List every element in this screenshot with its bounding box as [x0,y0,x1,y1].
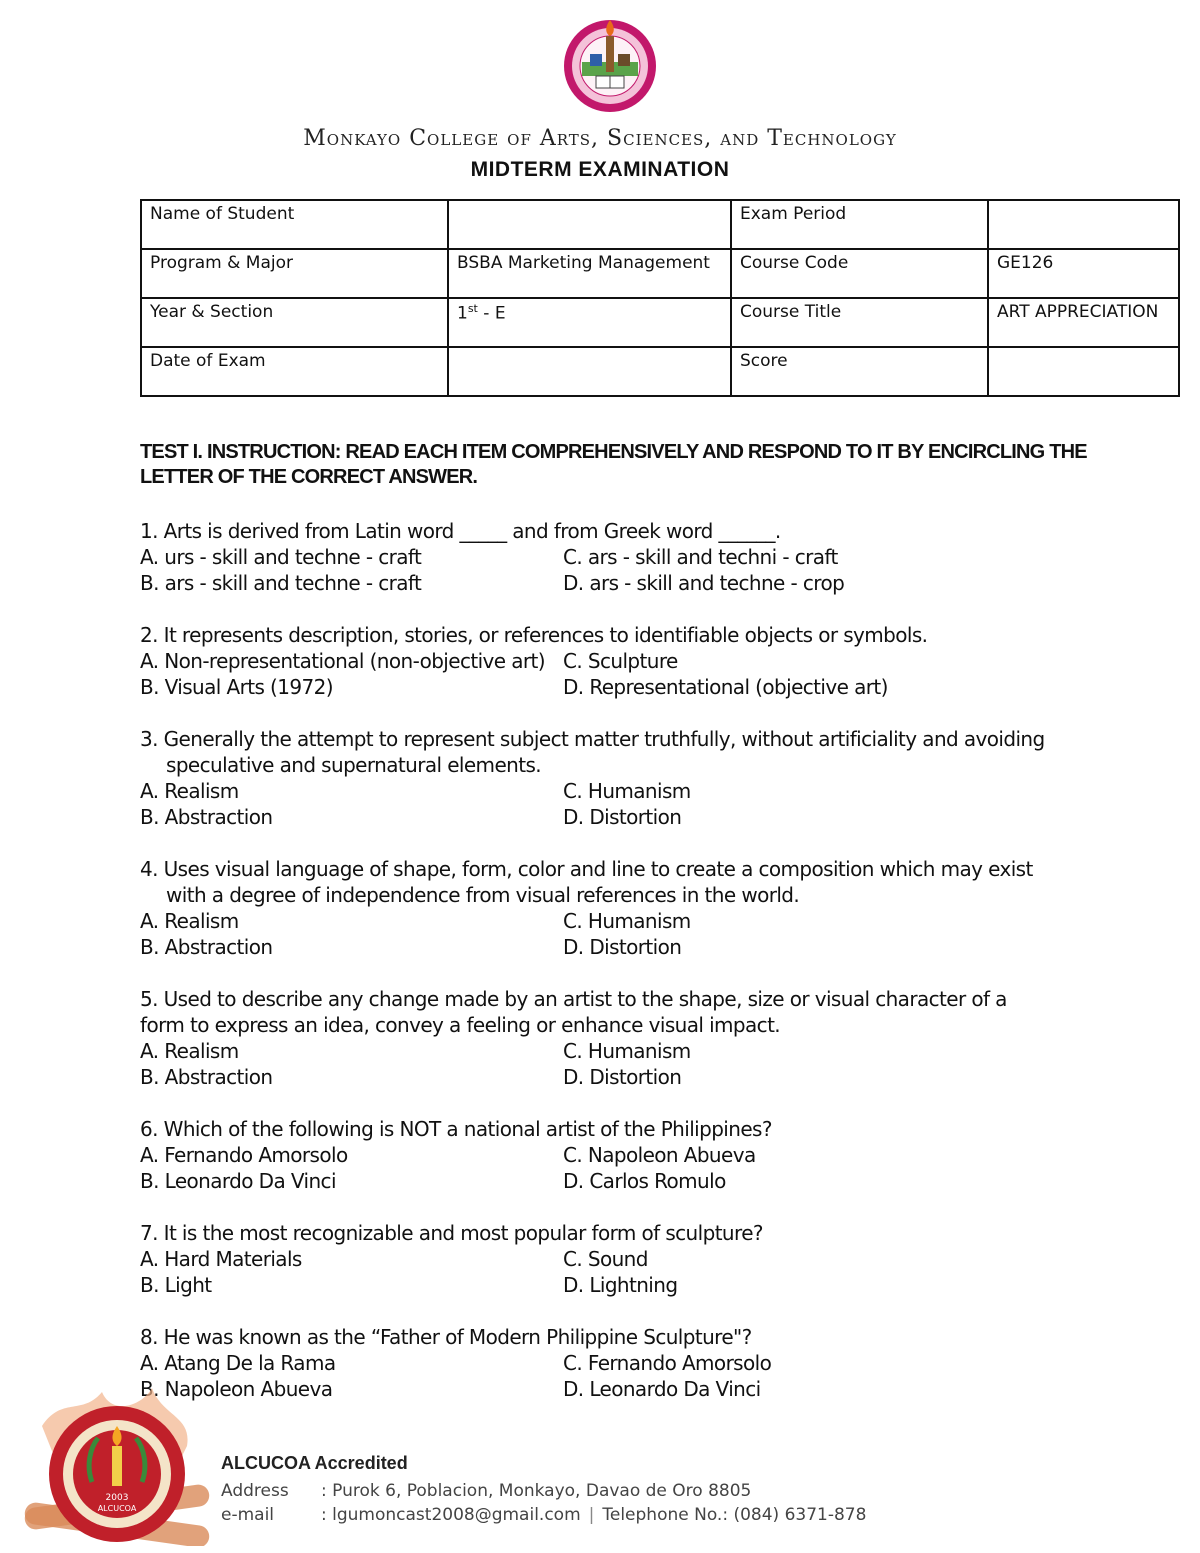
option-b: B. ars - skill and techne - craft [140,571,422,595]
option-a: A. Realism [140,909,239,933]
option-a: A. urs - skill and techne - craft [140,545,422,569]
option-d: D. Leonardo Da Vinci [563,1377,761,1401]
badge-name: ALCUCOA [97,1504,137,1513]
question-5 [140,986,1080,1090]
year-section-label: Year & Section [141,298,448,347]
option-b: B. Light [140,1273,212,1297]
question-stem: 8. He was known as the “Father of Modern Philippine Sculpture"? [140,1325,752,1349]
score-value [988,347,1179,396]
option-a: A. Hard Materials [140,1247,302,1271]
option-a: A. Realism [140,1039,239,1063]
question-stem: 5. Used to describe any change made by an artist to the shape, size or visual character of a [140,987,1007,1011]
option-b: B. Visual Arts (1972) [140,675,333,699]
option-a: A. Atang De la Rama [140,1351,336,1375]
program-major-value: BSBA Marketing Management [448,249,731,298]
question-stem: 7. It is the most recognizable and most popular form of sculpture? [140,1221,763,1245]
option-c: C. ars - skill and techni - craft [563,545,838,569]
course-code-label: Course Code [731,249,988,298]
option-d: D. Carlos Romulo [563,1169,726,1193]
question-3 [140,726,1080,830]
question-7 [140,1220,1080,1298]
course-code-value: GE126 [988,249,1179,298]
question-list [140,518,1080,1428]
question-stem: 2. It represents description, stories, or references to identifiable objects or symbols. [140,623,928,647]
alcucoa-badge-logo [22,1386,212,1546]
contact-row [221,1505,866,1525]
address-label: Address [221,1481,289,1501]
college-name: Monkayo College of Arts, Sciences, and Technology [303,126,897,151]
year-section-number: 1 [457,303,468,324]
option-d: D. Distortion [563,1065,682,1089]
option-d: D. Lightning [563,1273,678,1297]
date-of-exam-value [448,347,731,396]
question-stem: 1. Arts is derived from Latin word _____ and from Greek word ______. [140,519,781,543]
exam-period-label: Exam Period [731,200,988,249]
option-b: B. Napoleon Abueva [140,1377,333,1401]
program-major-label: Program & Major [141,249,448,298]
option-b: B. Abstraction [140,1065,273,1089]
question-stem-continued: form to express an idea, convey a feeling or enhance visual impact. [140,1013,781,1037]
question-stem: 6. Which of the following is NOT a national artist of the Philippines? [140,1117,772,1141]
option-b: B. Abstraction [140,935,273,959]
year-section-suffix: st [467,302,478,315]
accreditation-label: ALCUCOA Accredited [221,1453,408,1473]
option-c: C. Humanism [563,909,691,933]
option-b: B. Abstraction [140,805,273,829]
question-stem-continued: speculative and supernatural elements. [166,753,542,777]
option-d: D. ars - skill and techne - crop [563,571,845,595]
question-6 [140,1116,1080,1194]
option-a: A. Realism [140,779,239,803]
table-row [141,200,1179,249]
table-row [141,347,1179,396]
email-label: e-mail [221,1505,275,1525]
year-section-letter: - E [477,303,506,324]
college-seal-logo [560,14,660,114]
option-c: C. Sound [563,1247,648,1271]
address-value: : Purok 6, Poblacion, Monkayo, Davao de Oro 8805 [321,1481,752,1501]
option-b: B. Leonardo Da Vinci [140,1169,336,1193]
option-c: C. Napoleon Abueva [563,1143,756,1167]
question-2 [140,622,1080,700]
option-d: D. Distortion [563,805,682,829]
course-title-value: ART APPRECIATION [988,298,1179,347]
date-of-exam-label: Date of Exam [141,347,448,396]
course-title-label: Course Title [731,298,988,347]
question-stem-continued: with a degree of independence from visual references in the world. [166,883,800,907]
option-c: C. Sculpture [563,649,678,673]
test-instruction: TEST I. INSTRUCTION: READ EACH ITEM COMPREHENSIVELY AND RESPOND TO IT BY ENCIRCLING THE LETTER OF THE CORRECT ANSWER. [140,441,1087,488]
question-4 [140,856,1080,960]
option-a: A. Non-representational (non-objective art) [140,649,545,673]
badge-year: 2003 [105,1493,129,1503]
exam-period-value [988,200,1179,249]
address-row [221,1481,751,1501]
option-a: A. Fernando Amorsolo [140,1143,348,1167]
option-c: C. Humanism [563,779,691,803]
year-section-value [448,298,731,347]
question-1 [140,518,1080,596]
option-c: C. Humanism [563,1039,691,1063]
option-c: C. Fernando Amorsolo [563,1351,772,1375]
option-d: D. Representational (objective art) [563,675,888,699]
student-info-table [140,199,1180,397]
contact-separator: | [588,1505,595,1525]
question-8 [140,1324,1080,1402]
question-stem: 4. Uses visual language of shape, form, color and line to create a composition which may exist [140,857,1033,881]
email-value: : lgumoncast2008@gmail.com [321,1505,581,1525]
table-row [141,249,1179,298]
telephone-value: Telephone No.: (084) 6371-878 [602,1505,867,1525]
table-row [141,298,1179,347]
exam-title: MIDTERM EXAMINATION [470,158,730,181]
option-d: D. Distortion [563,935,682,959]
question-stem: 3. Generally the attempt to represent subject matter truthfully, without artificiality and avoiding [140,727,1045,751]
score-label: Score [731,347,988,396]
name-of-student-label: Name of Student [141,200,448,249]
name-of-student-value [448,200,731,249]
